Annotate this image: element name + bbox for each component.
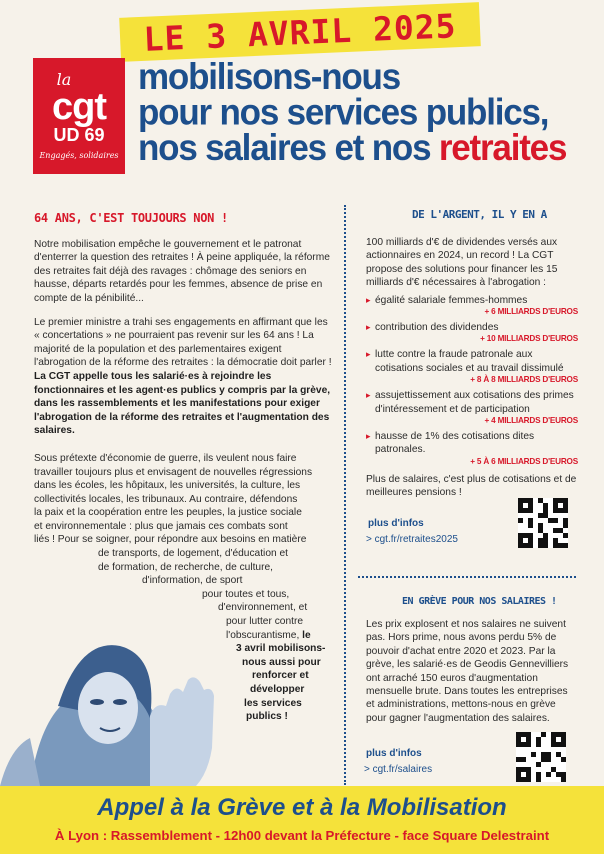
logo-la: la <box>56 69 72 89</box>
bottom-subtitle: À Lyon : Rassemblement - 12h00 devant la Préfecture - face Square Delestraint <box>54 828 550 843</box>
protester-portrait <box>0 598 240 786</box>
logo-tagline: Engagés, solidaires <box>39 151 119 161</box>
money-item <box>366 321 578 334</box>
left-paragraph-2 <box>34 316 334 438</box>
bottom-title: Appel à la Grève et à la Mobilisation <box>97 794 507 821</box>
logo-cgt: cgt <box>52 85 106 128</box>
money-item <box>366 348 578 375</box>
p3-line: Sous prétexte d'économie de guerre, ils veulent nous faire <box>34 452 297 464</box>
p3-line: pour lutter contre <box>226 616 304 628</box>
p3-line: pour toutes et tous, <box>202 588 290 600</box>
money-item-text: hausse de 1% des cotisations dites patronales. <box>375 431 535 456</box>
infos-label-retraites: plus d'infos <box>368 518 424 529</box>
p3-line-text: l'obscurantisme, <box>226 629 300 641</box>
left-heading: 64 ANS, C'EST TOUJOURS NON ! <box>34 211 228 225</box>
money-amount: + 6 MILLIARDS D'EUROS <box>484 307 578 317</box>
headline-line1: mobilisons-nous <box>138 56 401 98</box>
headline-highlight: retraites <box>438 127 567 169</box>
qr-icon <box>518 498 568 548</box>
left-paragraph-2-text: Le premier ministre a trahi ses engagements en affirmant que les « concertations » ne pourraient pas revenir sur les 64 ans ! La majorité de la population et des parlementaires exigent l'abrogation de la réforme des retraites : la démocratie doit parler ! <box>34 316 332 369</box>
p3-line: de formation, de recherche, de culture, <box>98 561 273 573</box>
date-text: LE 3 AVRIL 2025 <box>142 5 458 59</box>
right-money-section <box>366 236 578 500</box>
money-intro: 100 milliards d'€ de dividendes versés aux actionnaires en 2024, un record ! La CGT propose des solutions pour financer les 15 milliards d'€ nécessaires à l'abrogation : <box>366 237 558 289</box>
cgt-logo <box>33 58 125 174</box>
left-paragraph-2-bold: La CGT appelle tous les salarié·es à rejoindre les fonctionnaires et les agent·es publics y compris par la grève, dans les rassemblements et les manifestations pour exiger l'abrogation de la réforme des retraites et l'augmentation des salaires. <box>34 370 331 437</box>
right-heading-money: DE L'ARGENT, IL Y EN A <box>412 208 547 221</box>
money-item <box>366 430 578 457</box>
p3-line: liés ! Pour se soigner, pour répondre aux besoins en matière <box>34 534 307 546</box>
right-heading-greve: EN GRÈVE POUR NOS SALAIRES ! <box>402 596 557 607</box>
money-item-text: contribution des dividendes <box>375 322 499 334</box>
money-item-text: égalité salariale femmes-hommes <box>375 294 528 306</box>
money-amount: + 5 À 6 MILLIARDS D'EUROS <box>470 456 578 466</box>
p3-line: d'environnement, et <box>218 602 308 614</box>
logo-ud: UD 69 <box>53 124 105 145</box>
section-divider <box>358 576 576 578</box>
headline-line3 <box>138 127 598 169</box>
p3-line: et environnementale : plus que jamais ces combats sont <box>34 520 288 532</box>
money-item <box>366 389 578 416</box>
money-item-text: lutte contre la fraude patronale aux cotisations sociales et au travail dissimulé <box>375 349 564 374</box>
money-amount: + 4 MILLIARDS D'EUROS <box>484 416 578 426</box>
date-banner <box>119 2 481 62</box>
p3-line: de transports, de logement, d'éducation et <box>98 548 288 560</box>
money-amount: + 10 MILLIARDS D'EUROS <box>480 334 578 344</box>
money-outro: Plus de salaires, c'est plus de cotisations et de meilleures pensions ! <box>366 473 577 499</box>
p3-line: collectivités locales, les tribunaux. Au contraire, défendons <box>34 493 298 505</box>
link-salaires[interactable]: > cgt.fr/salaires <box>364 764 433 775</box>
p3-bold-line: publics <box>246 711 282 723</box>
qr-code-salaires[interactable] <box>516 732 566 782</box>
p3-line: la paix et la coopération entre les peuples, la justice sociale <box>34 507 302 519</box>
link-retraites[interactable]: > cgt.fr/retraites2025 <box>366 534 458 545</box>
p3-bold-line: le <box>302 629 311 641</box>
column-divider <box>344 205 346 785</box>
infos-label-salaires: plus d'infos <box>366 748 422 759</box>
qr-icon <box>516 732 566 782</box>
p3-line: dans les écoles, les hôpitaux, les universités, la culture, les <box>34 480 301 492</box>
p3-line: travailler toujours plus et envisagent de nouvelles régressions <box>34 466 313 478</box>
p3-bold-line: les services <box>244 697 302 709</box>
p3-bold-line: nous aussi pour <box>242 656 321 668</box>
p3-bold-line: renforcer et <box>252 670 309 682</box>
money-item <box>366 294 578 307</box>
greve-body: Les prix explosent et nos salaires ne suivent pas. Hors prime, nous avons perdu 5% de pouvoir d'achat entre 2020 et 2023. Par la grève, les salarié·es de Geodis Gennevilliers ont arraché 150 euros d'augmentation mensuelle brute. Dans toutes les entreprises et administrations, mettons-nous en grève pour gagner l'augmentation des salaires. <box>366 619 569 724</box>
main-headline <box>138 56 598 169</box>
money-amount: + 8 À 8 MILLIARDS D'EUROS <box>470 375 578 385</box>
qr-code-retraites[interactable] <box>518 498 568 548</box>
p3-bold-line: développer <box>250 684 305 695</box>
headline-line3-prefix: nos salaires et nos <box>138 127 439 169</box>
money-item-text: assujettissement aux cotisations des primes d'intéressement et de participation <box>375 390 574 415</box>
p3-line: d'information, de sport <box>142 575 243 587</box>
p3-bold-line: 3 avril mobilisons- <box>236 643 326 655</box>
headline-line2: pour nos services publics, <box>138 92 549 133</box>
left-paragraph-1: Notre mobilisation empêche le gouvernement et le patronat d'enterrer la question des retraites ! À peine appliquée, la réforme des retraites fait déjà des ravages : chômage des seniors en hausse, départs retardés pour les femmes, absence de prise en compte de la pénibilité... <box>34 238 330 304</box>
p3-end: ! <box>281 711 288 723</box>
